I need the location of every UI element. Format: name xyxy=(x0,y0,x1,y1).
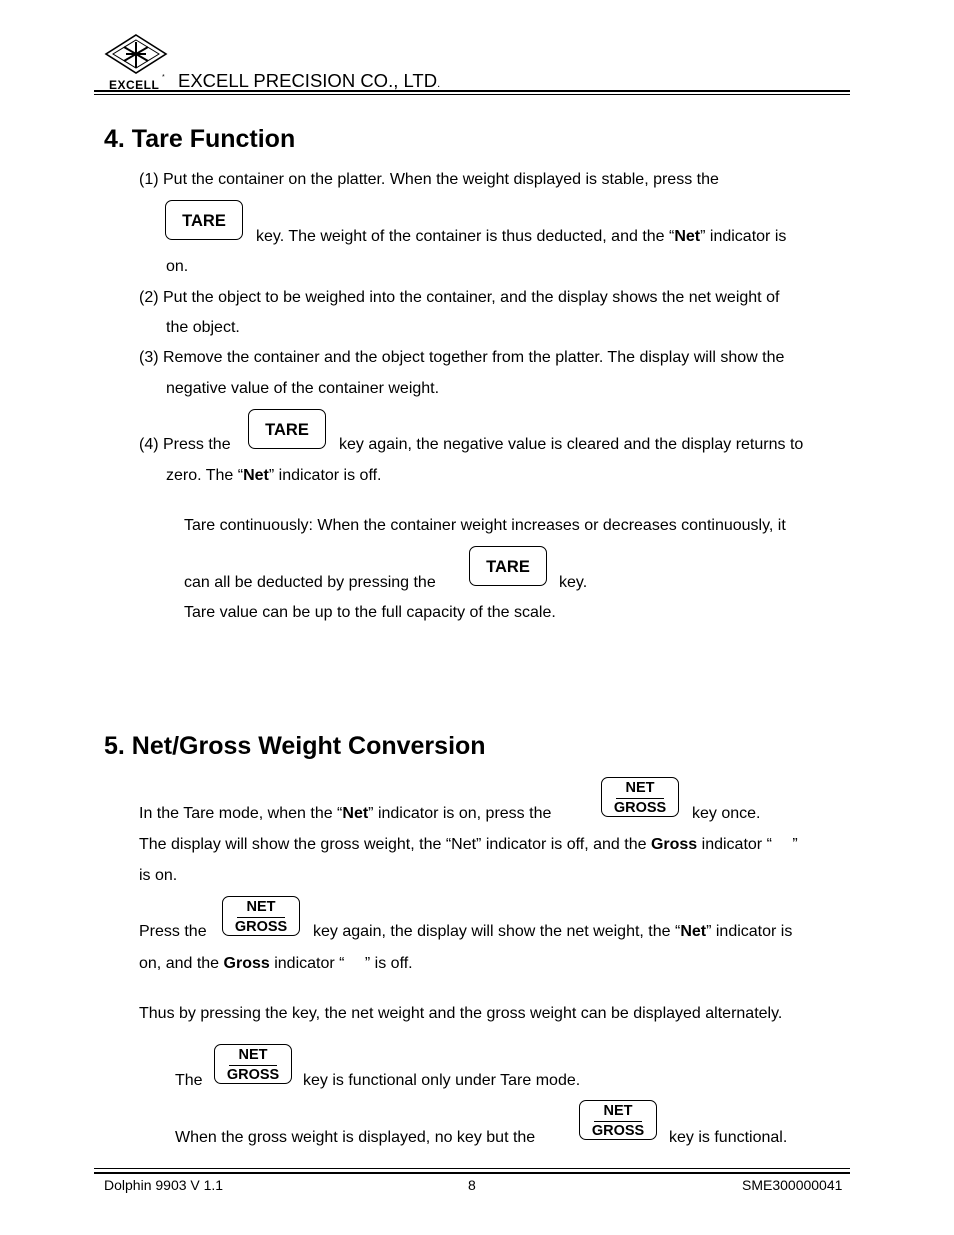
tare-key-icon: TARE xyxy=(165,200,243,240)
ng-para-2-press: Press the xyxy=(139,923,207,940)
footer-page-number: 8 xyxy=(468,1177,476,1193)
tare-key-icon: TARE xyxy=(248,409,326,449)
tare-step-2-line-a: (2) Put the object to be weighed into the container, and the display shows the net weight of xyxy=(139,289,780,306)
tare-step-2-line-b: the object. xyxy=(166,319,240,336)
tare-step-4-line-b: zero. The “Net” indicator is off. xyxy=(166,467,382,484)
tare-continuous-line-b: can all be deducted by pressing the xyxy=(184,574,436,591)
tare-step-3-line-b: negative value of the container weight. xyxy=(166,380,440,397)
footer-doc-code: SME300000041 xyxy=(742,1177,843,1193)
tare-step-1-line-c: on. xyxy=(166,258,189,275)
section-title-tare: 4. Tare Function xyxy=(104,125,296,153)
ng-para-5-text: When the gross weight is displayed, no key but the xyxy=(175,1129,536,1146)
tare-continuous-line-a: Tare continuously: When the container weight increases or decreases continuously, it xyxy=(184,517,786,534)
tare-continuous-key-text: key. xyxy=(559,574,588,591)
ng-para-4-text: key is functional only under Tare mode. xyxy=(303,1072,581,1089)
net-gross-key-icon: NET GROSS xyxy=(601,777,679,817)
ng-para-1-line-b: The display will show the gross weight, the “Net” indicator is off, and the Gross indicator “ ” xyxy=(139,836,798,853)
net-gross-key-icon: NET GROSS xyxy=(214,1044,292,1084)
net-gross-key-icon: NET GROSS xyxy=(222,896,300,936)
excell-logo xyxy=(96,32,176,92)
footer-rule xyxy=(94,1172,850,1174)
net-gross-key-icon: NET GROSS xyxy=(579,1100,657,1140)
header-rule xyxy=(94,90,850,92)
tare-step-4-press: (4) Press the xyxy=(139,436,231,453)
company-name: EXCELL PRECISION CO., LTD. xyxy=(178,70,441,91)
tare-step-3-line-a: (3) Remove the container and the object together from the platter. The display will show the xyxy=(139,349,785,366)
ng-para-5-key-functional: key is functional. xyxy=(669,1129,788,1146)
logo-text: EXCELL xyxy=(109,78,160,92)
ng-para-2-line-b: on, and the Gross indicator “ ” is off. xyxy=(139,955,413,972)
ng-para-3: Thus by pressing the key, the net weight and the gross weight can be displayed alternately. xyxy=(139,1005,783,1022)
ng-para-1-key-once: key once. xyxy=(692,805,761,822)
section-title-net-gross: 5. Net/Gross Weight Conversion xyxy=(104,732,486,760)
ng-para-2-line-a: key again, the display will show the net weight, the “Net” indicator is xyxy=(313,923,793,940)
tare-capacity-note: Tare value can be up to the full capacity of the scale. xyxy=(184,604,556,621)
header-rule-thin xyxy=(94,94,850,95)
ng-para-4-the: The xyxy=(175,1072,203,1089)
tare-step-1-line-b: key. The weight of the container is thus deducted, and the “Net” indicator is xyxy=(256,228,787,245)
tare-step-4-line-a: key again, the negative value is cleared and the display returns to xyxy=(339,436,804,453)
svg-text:*: * xyxy=(162,74,165,81)
footer-model-version: Dolphin 9903 V 1.1 xyxy=(104,1177,224,1193)
footer-rule-thin xyxy=(94,1168,850,1169)
tare-step-1-line-a: (1) Put the container on the platter. When the weight displayed is stable, press the xyxy=(139,171,719,188)
tare-key-icon: TARE xyxy=(469,546,547,586)
ng-para-1-line-c: is on. xyxy=(139,867,178,884)
ng-para-1-line-a: In the Tare mode, when the “Net” indicator is on, press the xyxy=(139,805,552,822)
